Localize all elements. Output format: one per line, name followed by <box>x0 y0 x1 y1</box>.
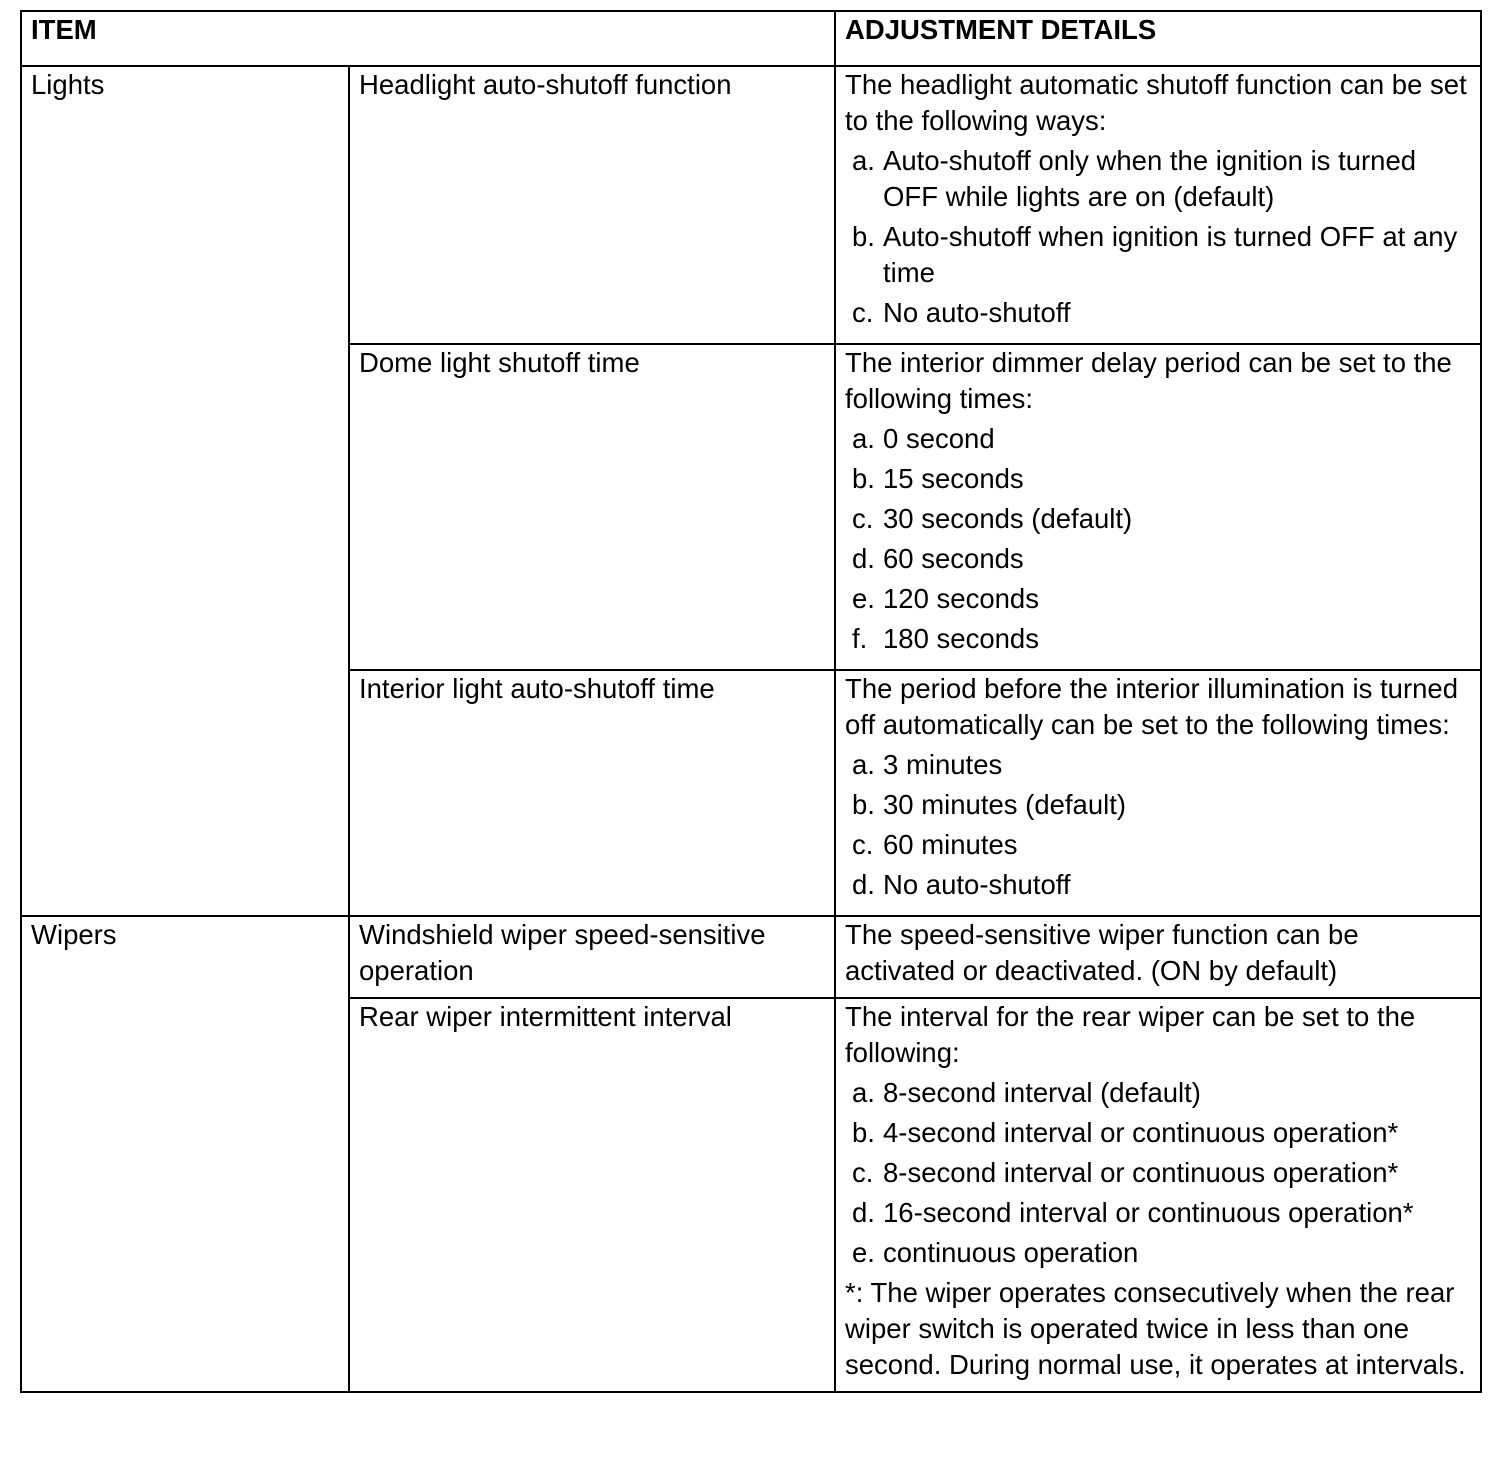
list-item <box>852 787 1472 823</box>
list-item <box>852 1235 1472 1271</box>
option-marker: c. <box>852 503 874 534</box>
option-marker: a. <box>852 749 875 780</box>
list-item <box>852 295 1472 331</box>
option-marker: a. <box>852 423 875 454</box>
details-intro: The speed-sensitive wiper function can be activated or deactivated. (ON by default) <box>845 919 1359 986</box>
item-name: Dome light shutoff time <box>349 344 835 670</box>
option-marker: d. <box>852 869 875 900</box>
adjustment-table <box>20 10 1482 1393</box>
group-name: Lights <box>21 66 349 916</box>
option-marker: c. <box>852 1157 874 1188</box>
list-item <box>852 421 1472 457</box>
options-list <box>845 747 1472 903</box>
list-item <box>852 1075 1472 1111</box>
item-name: Windshield wiper speed-sensitive operation <box>349 916 835 998</box>
option-marker: d. <box>852 543 875 574</box>
adjustment-details <box>835 344 1481 670</box>
option-text: No auto-shutoff <box>883 869 1071 900</box>
option-text: Auto-shutoff when ignition is turned OFF at any time <box>883 221 1458 288</box>
option-marker: b. <box>852 789 875 820</box>
list-item <box>852 581 1472 617</box>
option-marker: c. <box>852 297 874 328</box>
header-item: ITEM <box>21 11 835 66</box>
details-intro: The period before the interior illumination is turned off automatically can be set to the following times: <box>845 673 1458 740</box>
option-marker: f. <box>852 623 868 654</box>
options-list <box>845 1075 1472 1271</box>
group-name: Wipers <box>21 916 349 1392</box>
option-text: 16-second interval or continuous operation* <box>883 1197 1414 1228</box>
option-text: 8-second interval (default) <box>883 1077 1201 1108</box>
option-marker: d. <box>852 1197 875 1228</box>
item-name: Rear wiper intermittent interval <box>349 998 835 1392</box>
list-item <box>852 1155 1472 1191</box>
table-row <box>21 916 1481 998</box>
item-name: Interior light auto-shutoff time <box>349 670 835 916</box>
option-text: continuous operation <box>883 1237 1139 1268</box>
list-item <box>852 461 1472 497</box>
details-intro: The interior dimmer delay period can be set to the following times: <box>845 347 1452 414</box>
list-item <box>852 747 1472 783</box>
option-text: No auto-shutoff <box>883 297 1071 328</box>
option-text: 4-second interval or continuous operation* <box>883 1117 1399 1148</box>
option-marker: b. <box>852 463 875 494</box>
option-text: 3 minutes <box>883 749 1003 780</box>
adjustment-details <box>835 916 1481 998</box>
table-header-row <box>21 11 1481 66</box>
list-item <box>852 621 1472 657</box>
option-text: 180 seconds <box>883 623 1039 654</box>
option-text: 15 seconds <box>883 463 1024 494</box>
option-marker: a. <box>852 1077 875 1108</box>
table-row <box>21 66 1481 344</box>
option-text: Auto-shutoff only when the ignition is turned OFF while lights are on (default) <box>883 145 1417 212</box>
header-adjustment-details: ADJUSTMENT DETAILS <box>835 11 1481 66</box>
list-item <box>852 867 1472 903</box>
option-text: 8-second interval or continuous operation* <box>883 1157 1399 1188</box>
option-marker: a. <box>852 145 875 176</box>
option-text: 60 seconds <box>883 543 1024 574</box>
option-text: 60 minutes <box>883 829 1018 860</box>
adjustment-details <box>835 998 1481 1392</box>
footnote: *: The wiper operates consecutively when the rear wiper switch is operated twice in less than one second. During normal use, it operates at intervals. <box>845 1277 1466 1380</box>
item-name: Headlight auto-shutoff function <box>349 66 835 344</box>
table-body <box>21 66 1481 1392</box>
list-item <box>852 219 1472 291</box>
option-marker: e. <box>852 583 875 614</box>
details-intro: The interval for the rear wiper can be set to the following: <box>845 1001 1416 1068</box>
list-item <box>852 143 1472 215</box>
option-marker: b. <box>852 221 875 252</box>
options-list <box>845 421 1472 657</box>
list-item <box>852 1195 1472 1231</box>
adjustment-details <box>835 66 1481 344</box>
option-marker: b. <box>852 1117 875 1148</box>
options-list <box>845 143 1472 331</box>
option-text: 30 seconds (default) <box>883 503 1133 534</box>
list-item <box>852 501 1472 537</box>
list-item <box>852 1115 1472 1151</box>
details-intro: The headlight automatic shutoff function can be set to the following ways: <box>845 69 1467 136</box>
option-text: 0 second <box>883 423 995 454</box>
adjustment-details <box>835 670 1481 916</box>
option-text: 120 seconds <box>883 583 1039 614</box>
option-text: 30 minutes (default) <box>883 789 1127 820</box>
list-item <box>852 827 1472 863</box>
list-item <box>852 541 1472 577</box>
option-marker: c. <box>852 829 874 860</box>
option-marker: e. <box>852 1237 875 1268</box>
